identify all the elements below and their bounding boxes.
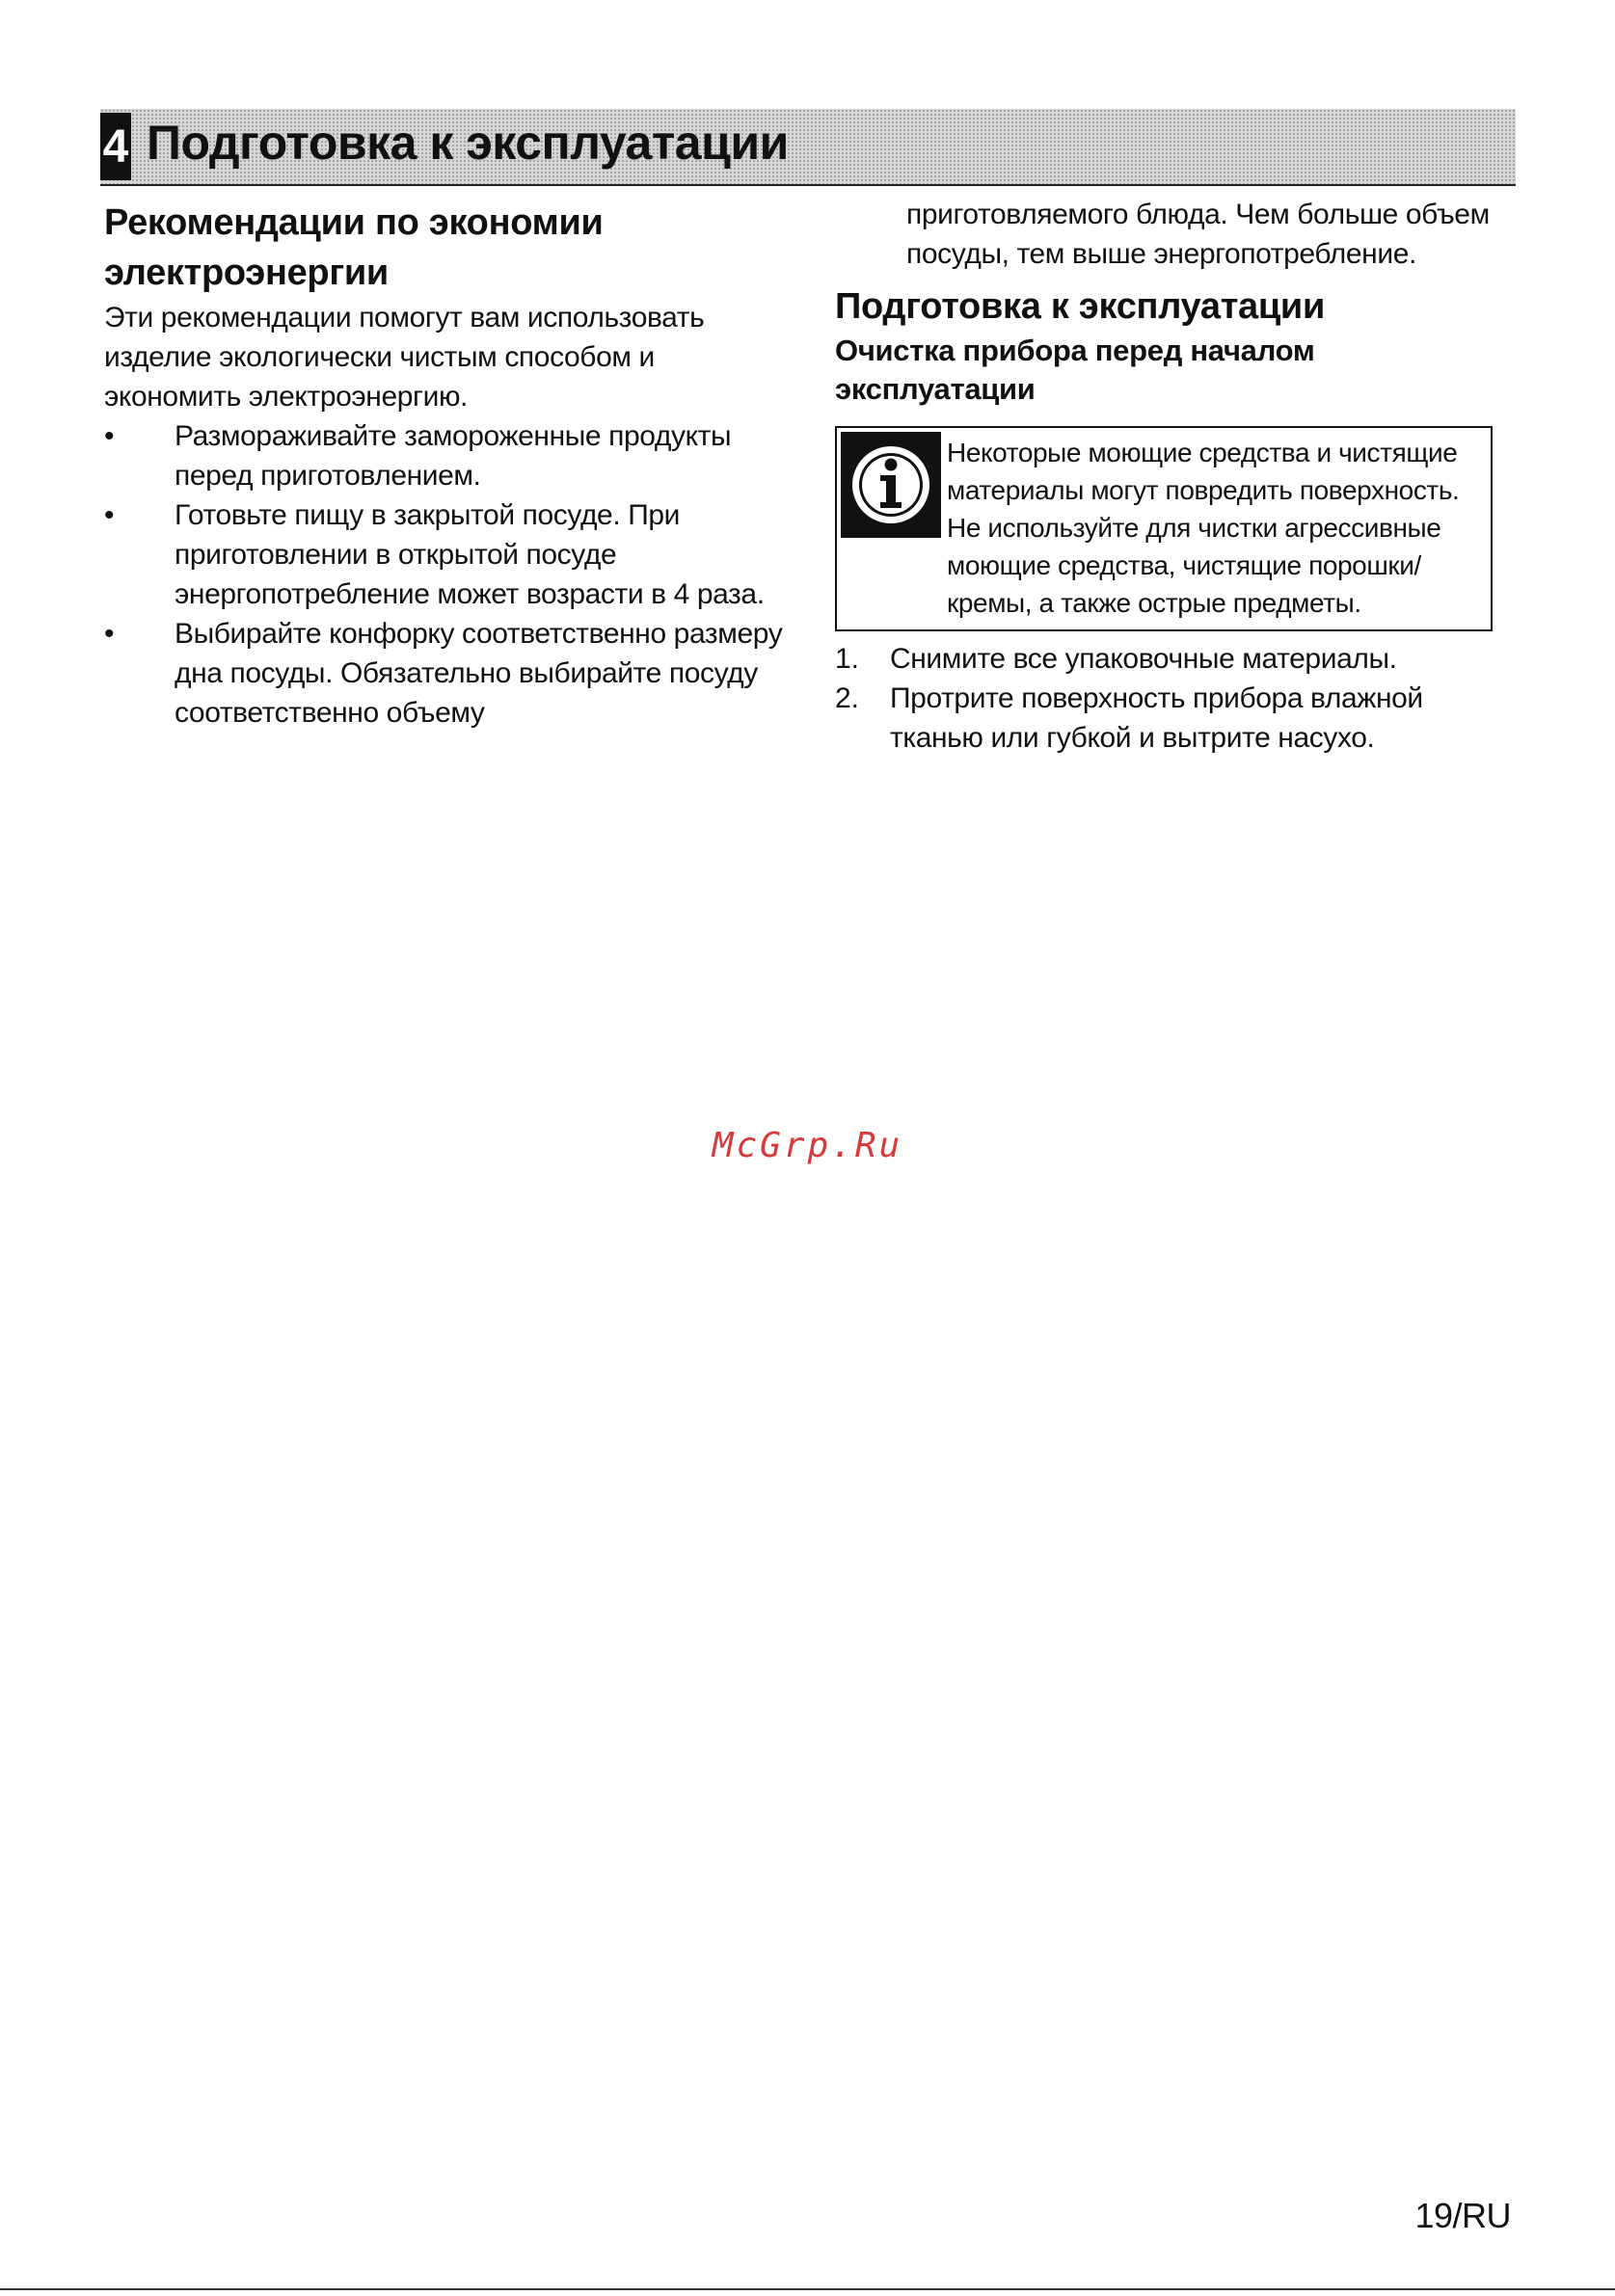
list-item xyxy=(835,639,1510,679)
energy-saving-heading-line1: Рекомендации по экономии xyxy=(104,202,604,243)
bottom-divider xyxy=(0,2288,1615,2290)
chapter-header xyxy=(100,109,1516,186)
list-item-text: Готовьте пищу в закрытой посуде. При приготовлении в открытой посуде энергопотребление может возрасти в 4 раза. xyxy=(175,499,765,610)
list-item xyxy=(104,495,798,614)
watermark: McGrp.Ru xyxy=(712,1126,903,1165)
energy-saving-list xyxy=(104,416,798,733)
energy-saving-heading xyxy=(104,198,798,298)
chapter-title: Подготовка к эксплуатации xyxy=(147,116,789,170)
cleaning-subheading: Очистка прибора перед началом эксплуатации xyxy=(835,334,1315,406)
list-item xyxy=(104,614,798,733)
continued-text: приготовляемого блюда. Чем больше объем посуды, тем выше энергопотребление. xyxy=(906,199,1490,270)
list-item xyxy=(835,679,1510,758)
cleaning-steps xyxy=(835,639,1510,758)
energy-saving-intro: Эти рекомендации помогут вам использовать изделие экологически чистым способом и экономить электроэнергию. xyxy=(104,302,705,413)
list-item xyxy=(104,416,798,495)
info-note-text: Некоторые моющие средства и чистящие материалы могут повредить поверхность. Не используйте для чистки агрессивные моющие средства, чистящие порошки/кремы, а также острые предметы. xyxy=(947,438,1460,618)
page-number: 19/RU xyxy=(1414,2196,1511,2235)
step-number: 1. xyxy=(835,643,860,675)
left-column xyxy=(104,198,798,733)
bullet-mark: • xyxy=(104,618,115,650)
list-item-text: Размораживайте замороженные продукты перед приготовлением. xyxy=(175,420,732,492)
section-heading: Подготовка к эксплуатации xyxy=(835,286,1326,327)
step-text: Протрите поверхность прибора влажной тканью или губкой и вытрите насухо. xyxy=(890,682,1423,754)
right-column xyxy=(835,195,1510,758)
step-number: 2. xyxy=(835,682,860,714)
bullet-mark: • xyxy=(104,499,115,531)
info-note-box xyxy=(835,426,1493,631)
info-icon xyxy=(841,432,941,538)
energy-saving-heading-line2: электроэнергии xyxy=(104,253,389,293)
step-text: Снимите все упаковочные материалы. xyxy=(890,643,1397,675)
list-item-text: Выбирайте конфорку соответственно размеру дна посуды. Обязательно выбирайте посуду соответственно объему xyxy=(175,618,783,729)
bullet-mark: • xyxy=(104,420,115,452)
chapter-number: 4 xyxy=(100,113,131,180)
